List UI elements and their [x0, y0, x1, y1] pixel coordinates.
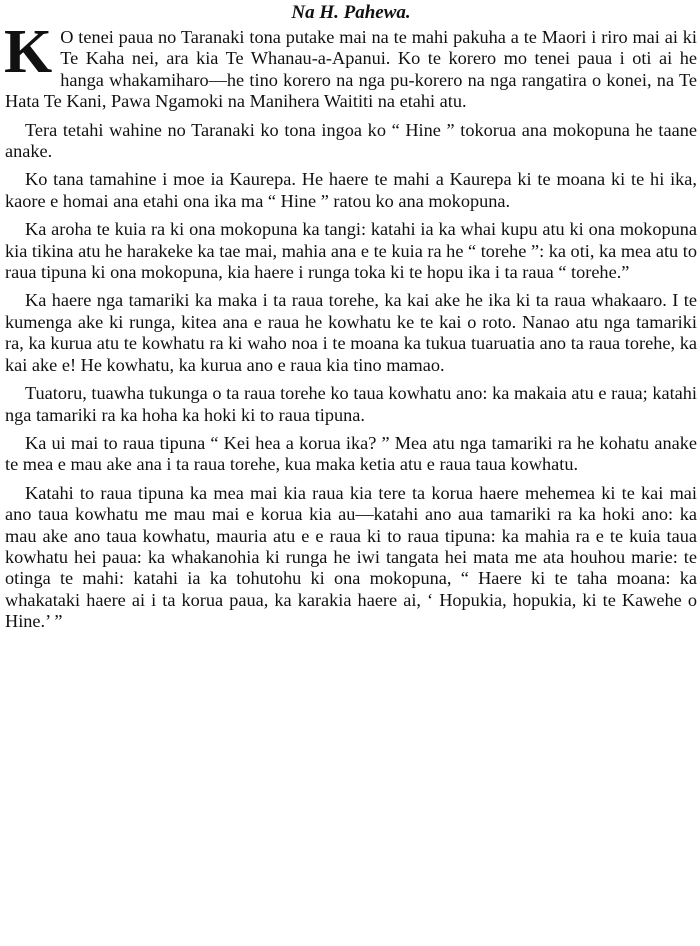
- paragraph-2: Tera tetahi wahine no Taranaki ko tona ingoa ko “ Hine ” tokorua ana mokopuna he taane anake.: [5, 119, 697, 162]
- paragraph-3: Ko tana tamahine i moe ia Kaurepa. He haere te mahi a Kaurepa ki te moana ki te hi ika, kaore e homai ana etahi ona ika ma “ Hine ” ratou ko ana mokopuna.: [5, 169, 697, 211]
- author-byline: Na H. Pahewa.: [291, 2, 411, 23]
- paragraph-6: Tuatoru, tuawha tukunga o ta raua torehe ko taua kowhatu ano: ka makaia atu e raua; katahi nga tamariki ra ka hoha ka hoki ki to raua tipuna.: [5, 383, 697, 425]
- paragraph-4: Ka aroha te kuia ra ki ona mokopuna ka tangi: katahi ia ka whai kupu atu ki ona mokopuna kia tikina atu he harakeke ka tae mai, mahia ana e te kuia ra he “ torehe ”: ka oti, ka mea atu to raua tipuna ki ona mokopuna, kia haere i runga toka ki te hopu ika i ta raua “ torehe.”: [5, 219, 697, 283]
- paragraph-8: Katahi to raua tipuna ka mea mai kia raua kia tere ta korua haere mehemea ki te kai mai ano taua kowhatu me mau mai e korua kia au—katahi ano aua tamariki ra ka hoki ano: ka mau ake ano taua kowhatu, mauria atu e e raua ki to raua tipuna: ka mahia ra e te kuia taua kowhatu hei paua: ka whakanohia ki runga he iwi tangata hei mata me ata houhou marie: te otinga te mahi: katahi ia ka tohutohu ki ona mokopuna, “ Haere ki te taha moana: ka whakataki haere ai i ta korua paua, ka karakia haere ai, ‘ Hopukia, hopukia, ki te Kawehe o Hine.’ ”: [5, 482, 697, 632]
- paragraph-5: Ka haere nga tamariki ka maka i ta raua torehe, ka kai ake he ika ki ta raua whakaaro. I te kumenga ake ki runga, kitea ana e raua he kowhatu ke te kai o roto. Nanao atu nga tamariki ra, ka kurua atu te kowhatu ra ki waho noa i te moana ka tukua tuaruatia ano ta raua torehe, ka kai ake e! He kowhatu, ka kurua ano e raua kia tino mamao.: [5, 290, 697, 375]
- drop-cap: K: [4, 18, 53, 86]
- paragraph-7: Ka ui mai to raua tipuna “ Kei hea a korua ika? ” Mea atu nga tamariki ra he kohatu anake te mea e mau ake ana i ta raua torehe, kua maka ketia atu e raua taua kowhatu.: [5, 432, 697, 475]
- paragraph-1: [4, 18, 697, 113]
- paragraph-text: O tenei paua no Taranaki tona putake mai na te mahi pakuha a te Maori i riro mai ai ki Te Kaha nei, ara kia Te Whanau-a-Apanui. Ko te korero mo tenei paua i oti ai he hanga whakamiharo—he tino korero na nga pu-korero na nga rangatira o konei, na Te Hata Te Kani, Pawa Ngamoki na Manihera Waititi na etahi atu.: [5, 27, 697, 112]
